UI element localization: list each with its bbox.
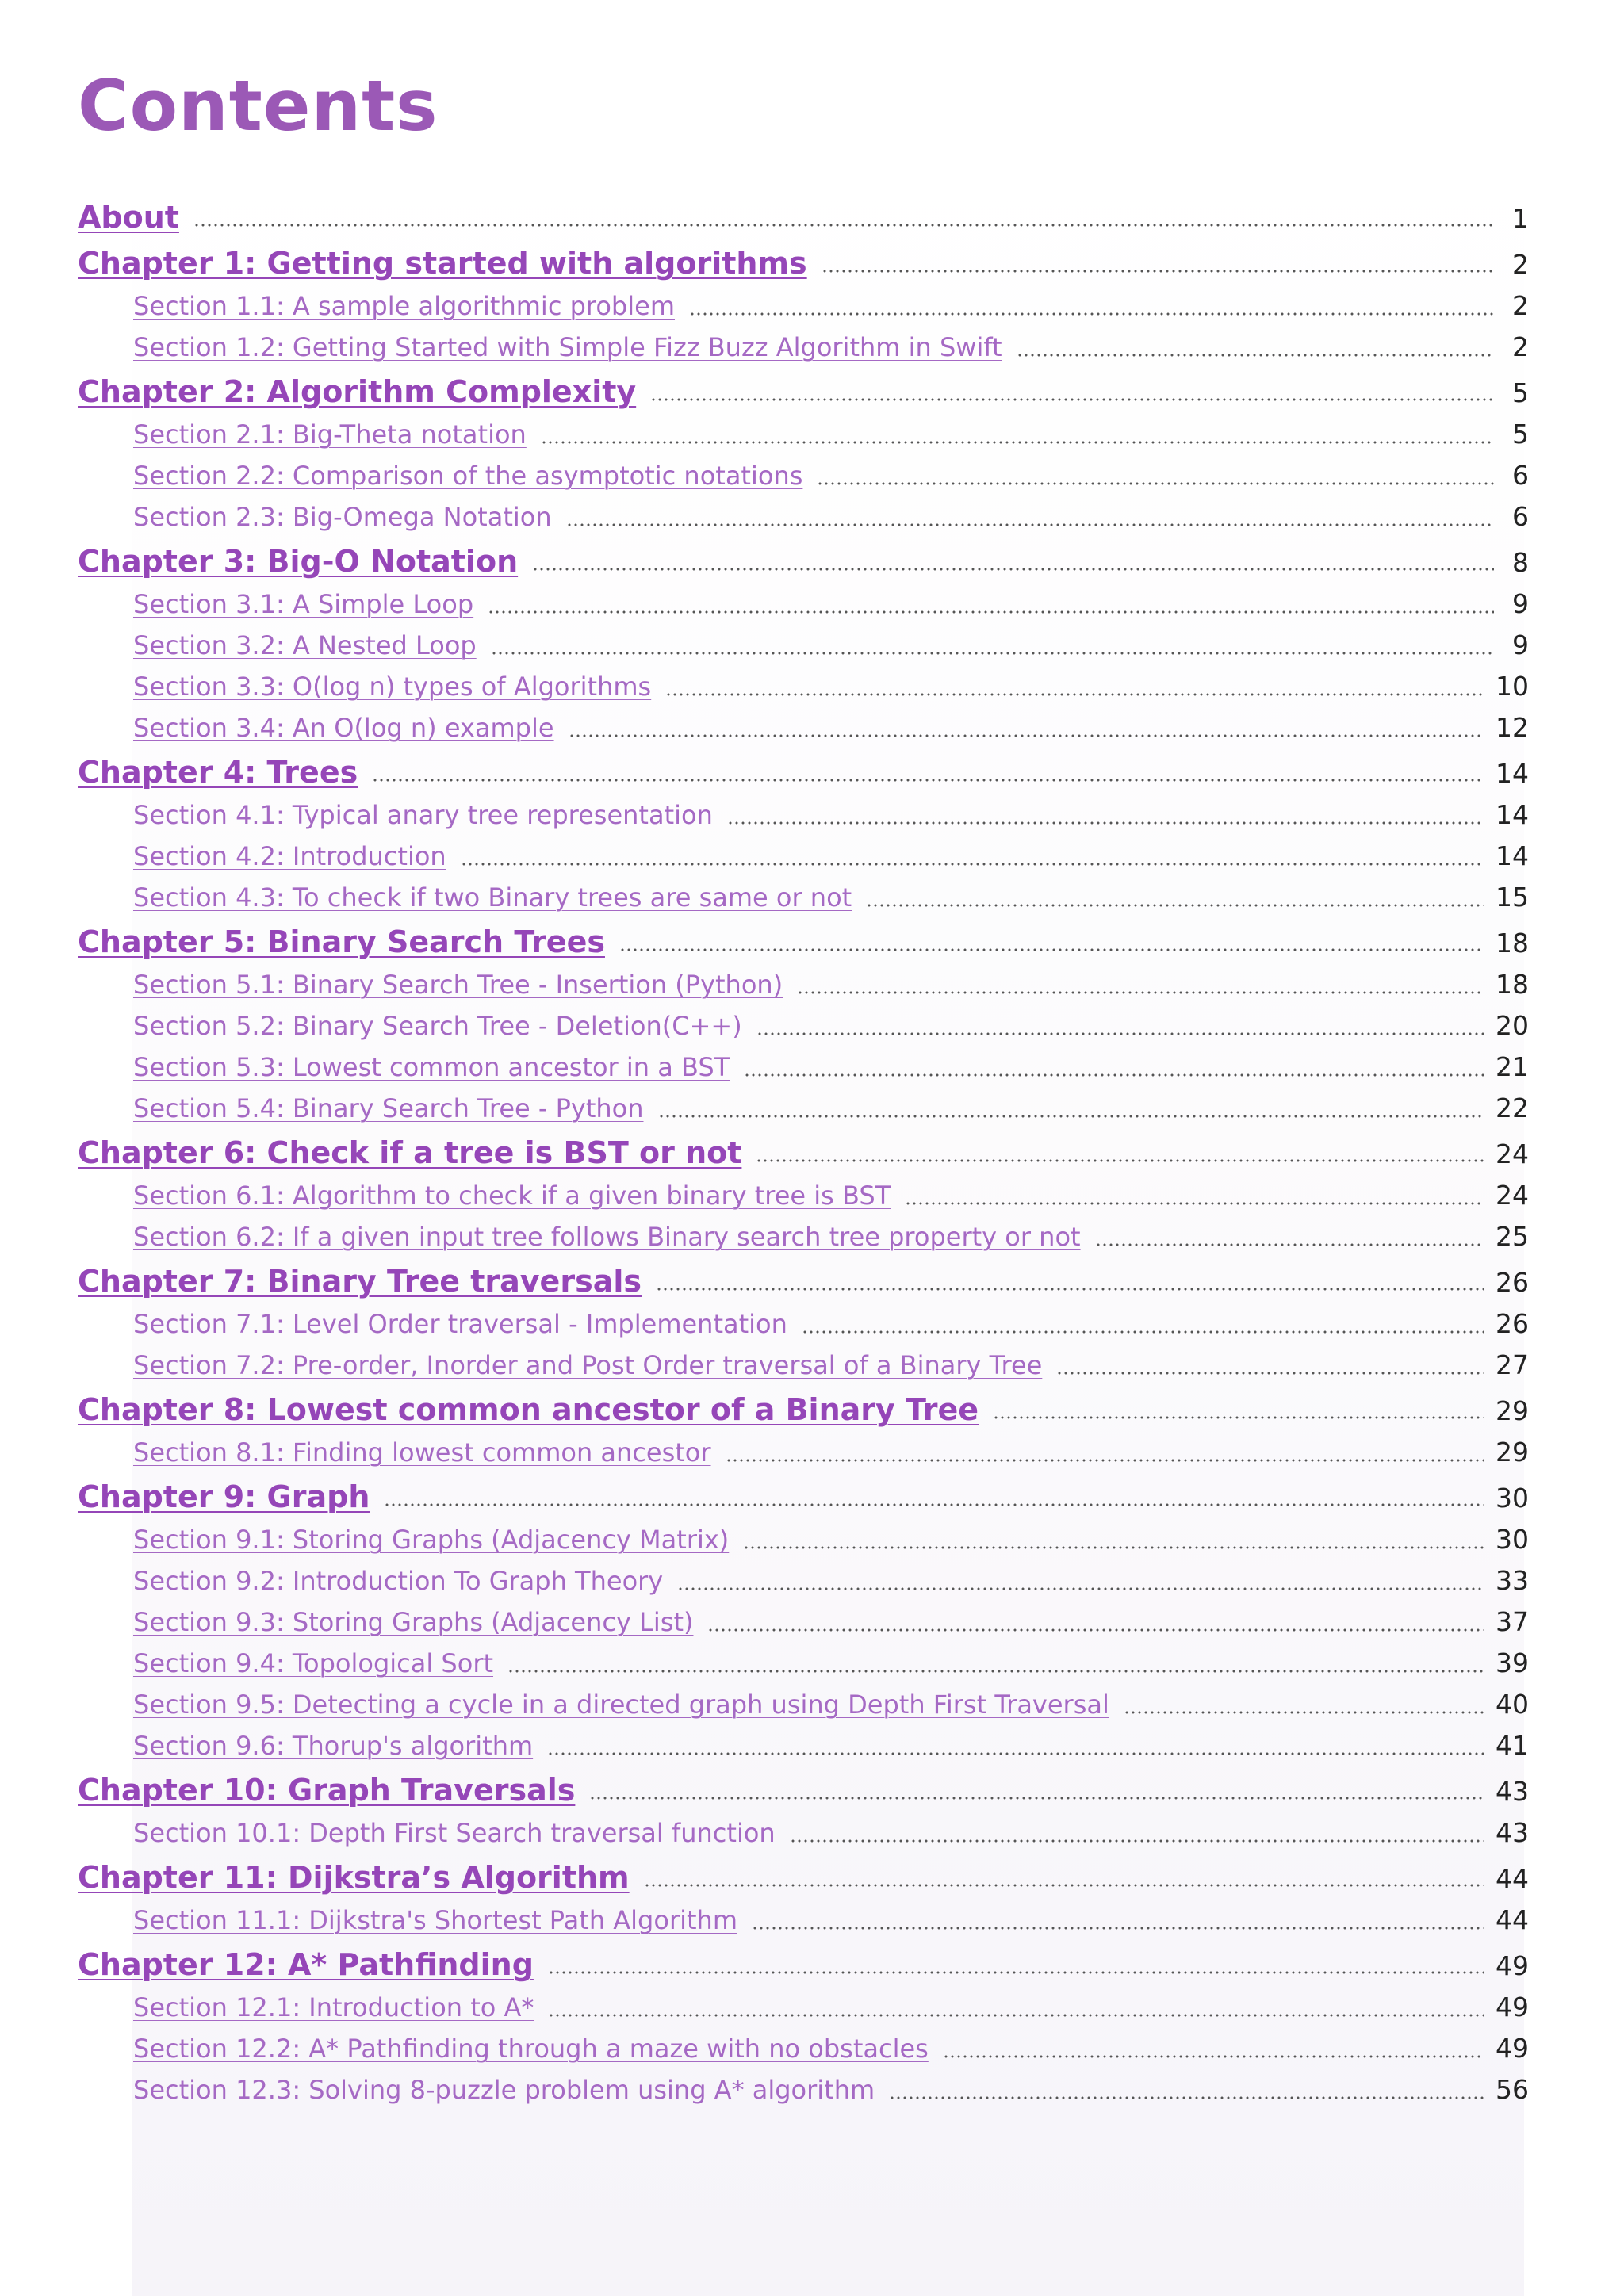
section-link[interactable]: Section 8.1: Finding lowest common ancestor [133, 1437, 711, 1468]
toc-section-entry [78, 1345, 1529, 1386]
toc-chapter-entry [78, 1473, 1529, 1519]
chapter-link[interactable]: Chapter 12: A* Pathfinding [78, 1947, 534, 1982]
chapter-link[interactable]: Chapter 2: Algorithm Complexity [78, 374, 637, 409]
section-link[interactable]: Section 9.2: Introduction To Graph Theory [133, 1566, 664, 1596]
dot-leader [677, 1583, 1484, 1591]
dot-leader [193, 220, 1494, 228]
dot-leader [866, 900, 1484, 908]
toc-chapter-entry [78, 1129, 1529, 1175]
toc-chapter-entry [78, 193, 1529, 239]
dot-leader [1017, 350, 1494, 358]
toc-section-entry [78, 1088, 1529, 1129]
page-number: 8 [1512, 547, 1529, 578]
toc-section-entry [78, 1560, 1529, 1601]
page-number: 12 [1496, 712, 1529, 743]
page-number: 30 [1496, 1483, 1529, 1513]
toc-section-entry [78, 1005, 1529, 1047]
page-number: 14 [1496, 799, 1529, 830]
toc-section-entry [78, 625, 1529, 666]
page-number: 9 [1512, 588, 1529, 619]
section-link[interactable]: Section 9.5: Detecting a cycle in a directed graph using Depth First Traversal [133, 1689, 1109, 1720]
section-link[interactable]: Section 3.4: An O(log n) example [133, 713, 554, 743]
page-number: 33 [1496, 1565, 1529, 1596]
page-number: 20 [1496, 1010, 1529, 1041]
section-link[interactable]: Section 4.2: Introduction [133, 841, 446, 871]
toc-chapter-entry [78, 239, 1529, 285]
toc-chapter-entry [78, 918, 1529, 964]
page-number: 27 [1496, 1349, 1529, 1380]
toc-chapter-entry [78, 748, 1529, 794]
page-number: 2 [1512, 331, 1529, 362]
page-number: 41 [1496, 1730, 1529, 1761]
toc-section-entry [78, 836, 1529, 877]
toc-section-entry [78, 1684, 1529, 1725]
page-number: 26 [1496, 1267, 1529, 1298]
toc-section-entry [78, 2069, 1529, 2110]
section-link[interactable]: Section 3.1: A Simple Loop [133, 589, 474, 619]
page-number: 44 [1496, 1863, 1529, 1894]
dot-leader [532, 564, 1494, 572]
dot-leader [1056, 1368, 1484, 1376]
dot-leader [658, 1111, 1485, 1119]
dot-leader [488, 607, 1494, 614]
dot-leader [743, 1542, 1484, 1550]
toc-section-entry [78, 1216, 1529, 1257]
toc-chapter-entry [78, 538, 1529, 584]
dot-leader [1095, 1239, 1484, 1247]
toc-chapter-entry [78, 1766, 1529, 1812]
dot-leader [802, 1326, 1484, 1334]
section-link[interactable]: Section 6.2: If a given input tree follows Binary search tree property or not [133, 1222, 1081, 1252]
toc-section-entry [78, 1900, 1529, 1941]
dot-leader [569, 730, 1484, 738]
dot-leader [756, 1028, 1484, 1036]
section-link[interactable]: Section 12.2: A* Pathfinding through a maze with no obstacles [133, 2034, 929, 2064]
dot-leader [726, 1455, 1484, 1463]
dot-leader [656, 1284, 1484, 1292]
page-title: Contents [78, 65, 439, 147]
dot-leader [650, 394, 1494, 402]
toc-section-entry [78, 1601, 1529, 1643]
toc-section-entry [78, 2028, 1529, 2069]
toc-section-entry [78, 327, 1529, 368]
dot-leader [744, 1070, 1484, 1077]
page-number: 25 [1496, 1221, 1529, 1252]
toc-chapter-entry [78, 368, 1529, 414]
toc-section-entry [78, 285, 1529, 327]
dot-leader [889, 2092, 1484, 2100]
dot-leader [689, 308, 1494, 316]
chapter-link[interactable]: Chapter 10: Graph Traversals [78, 1773, 576, 1808]
toc-section-entry [78, 496, 1529, 538]
dot-leader [756, 1155, 1484, 1163]
page-number: 37 [1496, 1606, 1529, 1637]
dot-leader [822, 266, 1494, 274]
chapter-link[interactable]: Chapter 9: Graph [78, 1479, 370, 1514]
toc-chapter-entry [78, 1386, 1529, 1432]
dot-leader [372, 775, 1484, 783]
toc-section-entry [78, 455, 1529, 496]
toc-section-entry [78, 1047, 1529, 1088]
section-link[interactable]: Section 12.3: Solving 8-puzzle problem using A* algorithm [133, 2075, 875, 2105]
page-number: 49 [1496, 2033, 1529, 2064]
chapter-link[interactable]: Chapter 6: Check if a tree is BST or not [78, 1135, 742, 1170]
toc-section-entry [78, 1519, 1529, 1560]
page-number: 26 [1496, 1308, 1529, 1339]
toc-chapter-entry [78, 1854, 1529, 1900]
toc-section-entry [78, 794, 1529, 836]
toc-chapter-entry [78, 1941, 1529, 1987]
dot-leader [619, 944, 1484, 952]
toc-section-entry [78, 877, 1529, 918]
page-number: 6 [1512, 460, 1529, 491]
dot-leader [707, 1624, 1484, 1632]
dot-leader [548, 1967, 1484, 1975]
section-link[interactable]: Section 4.3: To check if two Binary trees are same or not [133, 882, 852, 913]
section-link[interactable]: Section 5.1: Binary Search Tree - Insertion (Python) [133, 970, 783, 1000]
dot-leader [589, 1793, 1484, 1800]
page-number: 49 [1496, 1950, 1529, 1981]
page-number: 40 [1496, 1689, 1529, 1720]
toc-section-entry [78, 666, 1529, 707]
dot-leader [1124, 1707, 1484, 1715]
section-link[interactable]: Section 9.1: Storing Graphs (Adjacency Matrix) [133, 1525, 730, 1555]
chapter-link[interactable]: Chapter 4: Trees [78, 755, 358, 790]
page-number: 29 [1496, 1395, 1529, 1426]
page-number: 22 [1496, 1093, 1529, 1123]
section-link[interactable]: Section 1.1: A sample algorithmic problem [133, 291, 675, 321]
dot-leader [790, 1835, 1484, 1843]
page-number: 30 [1496, 1524, 1529, 1555]
section-link[interactable]: Section 5.3: Lowest common ancestor in a BST [133, 1052, 730, 1082]
chapter-link[interactable]: Chapter 3: Big-O Notation [78, 544, 519, 579]
dot-leader [547, 1748, 1484, 1756]
page-number: 18 [1496, 928, 1529, 959]
toc-section-entry [78, 707, 1529, 748]
chapter-link[interactable]: Chapter 5: Binary Search Trees [78, 924, 605, 959]
dot-leader [461, 859, 1484, 867]
toc-section-entry [78, 1987, 1529, 2028]
section-link[interactable]: Section 3.3: O(log n) types of Algorithms [133, 672, 652, 702]
chapter-link[interactable]: Chapter 7: Binary Tree traversals [78, 1264, 642, 1299]
page-number: 39 [1496, 1647, 1529, 1678]
dot-leader [797, 987, 1484, 995]
page-number: 6 [1512, 501, 1529, 532]
toc-section-entry [78, 1432, 1529, 1473]
section-link[interactable]: Section 9.3: Storing Graphs (Adjacency List) [133, 1607, 694, 1637]
dot-leader [905, 1198, 1484, 1206]
dot-leader [993, 1412, 1484, 1420]
section-link[interactable]: Section 7.2: Pre-order, Inorder and Post Order traversal of a Binary Tree [133, 1350, 1043, 1380]
page-number: 2 [1512, 290, 1529, 321]
dot-leader [491, 648, 1494, 656]
page-number: 44 [1496, 1904, 1529, 1935]
chapter-link[interactable]: About [78, 200, 179, 235]
page-number: 24 [1496, 1180, 1529, 1211]
page-number: 24 [1496, 1138, 1529, 1169]
dot-leader [566, 519, 1494, 527]
page-number: 14 [1496, 840, 1529, 871]
page-number: 18 [1496, 969, 1529, 1000]
toc-section-entry [78, 414, 1529, 455]
page-number: 14 [1496, 758, 1529, 789]
page-number: 5 [1512, 377, 1529, 408]
dot-leader [644, 1880, 1484, 1888]
toc-section-entry [78, 1725, 1529, 1766]
section-link[interactable]: Section 6.1: Algorithm to check if a given binary tree is BST [133, 1181, 891, 1211]
toc-section-entry [78, 584, 1529, 625]
chapter-link[interactable]: Chapter 1: Getting started with algorithms [78, 246, 807, 281]
page-number: 5 [1512, 419, 1529, 450]
toc-section-entry [78, 964, 1529, 1005]
toc-chapter-entry [78, 1257, 1529, 1303]
section-link[interactable]: Section 2.1: Big-Theta notation [133, 419, 527, 450]
page-number: 29 [1496, 1437, 1529, 1468]
section-link[interactable]: Section 9.4: Topological Sort [133, 1648, 494, 1678]
page-number: 9 [1512, 629, 1529, 660]
toc-section-entry [78, 1643, 1529, 1684]
section-link[interactable]: Section 9.6: Thorup's algorithm [133, 1731, 534, 1761]
dot-leader [727, 817, 1484, 825]
page-number: 21 [1496, 1051, 1529, 1082]
section-link[interactable]: Section 2.3: Big-Omega Notation [133, 502, 552, 532]
section-link[interactable]: Section 4.1: Typical anary tree representation [133, 800, 713, 830]
section-link[interactable]: Section 2.2: Comparison of the asymptotic notations [133, 461, 803, 491]
section-link[interactable]: Section 5.2: Binary Search Tree - Deletion(C++) [133, 1011, 742, 1041]
dot-leader [548, 2010, 1484, 2018]
section-link[interactable]: Section 5.4: Binary Search Tree - Python [133, 1093, 644, 1123]
page-number: 56 [1496, 2074, 1529, 2105]
dot-leader [752, 1923, 1484, 1931]
dot-leader [508, 1666, 1484, 1674]
section-link[interactable]: Section 12.1: Introduction to A* [133, 1992, 534, 2022]
section-link[interactable]: Section 3.2: A Nested Loop [133, 630, 477, 660]
dot-leader [665, 689, 1484, 697]
page-number: 1 [1512, 203, 1529, 234]
section-link[interactable]: Section 11.1: Dijkstra's Shortest Path Algorithm [133, 1905, 737, 1935]
page-number: 43 [1496, 1817, 1529, 1848]
page-number: 15 [1496, 882, 1529, 913]
section-link[interactable]: Section 1.2: Getting Started with Simple Fizz Buzz Algorithm in Swift [133, 332, 1002, 362]
dot-leader [817, 478, 1494, 486]
table-of-contents [78, 193, 1529, 2110]
dot-leader [541, 437, 1494, 445]
toc-section-entry [78, 1303, 1529, 1345]
chapter-link[interactable]: Chapter 11: Dijkstra’s Algorithm [78, 1860, 630, 1895]
section-link[interactable]: Section 7.1: Level Order traversal - Implementation [133, 1309, 787, 1339]
section-link[interactable]: Section 10.1: Depth First Search traversal function [133, 1818, 776, 1848]
dot-leader [943, 2051, 1484, 2059]
toc-section-entry [78, 1812, 1529, 1854]
dot-leader [384, 1499, 1484, 1507]
page-number: 10 [1496, 671, 1529, 702]
page-number: 43 [1496, 1776, 1529, 1807]
chapter-link[interactable]: Chapter 8: Lowest common ancestor of a Binary Tree [78, 1392, 979, 1427]
toc-section-entry [78, 1175, 1529, 1216]
page-number: 2 [1512, 249, 1529, 280]
page-number: 49 [1496, 1992, 1529, 2022]
